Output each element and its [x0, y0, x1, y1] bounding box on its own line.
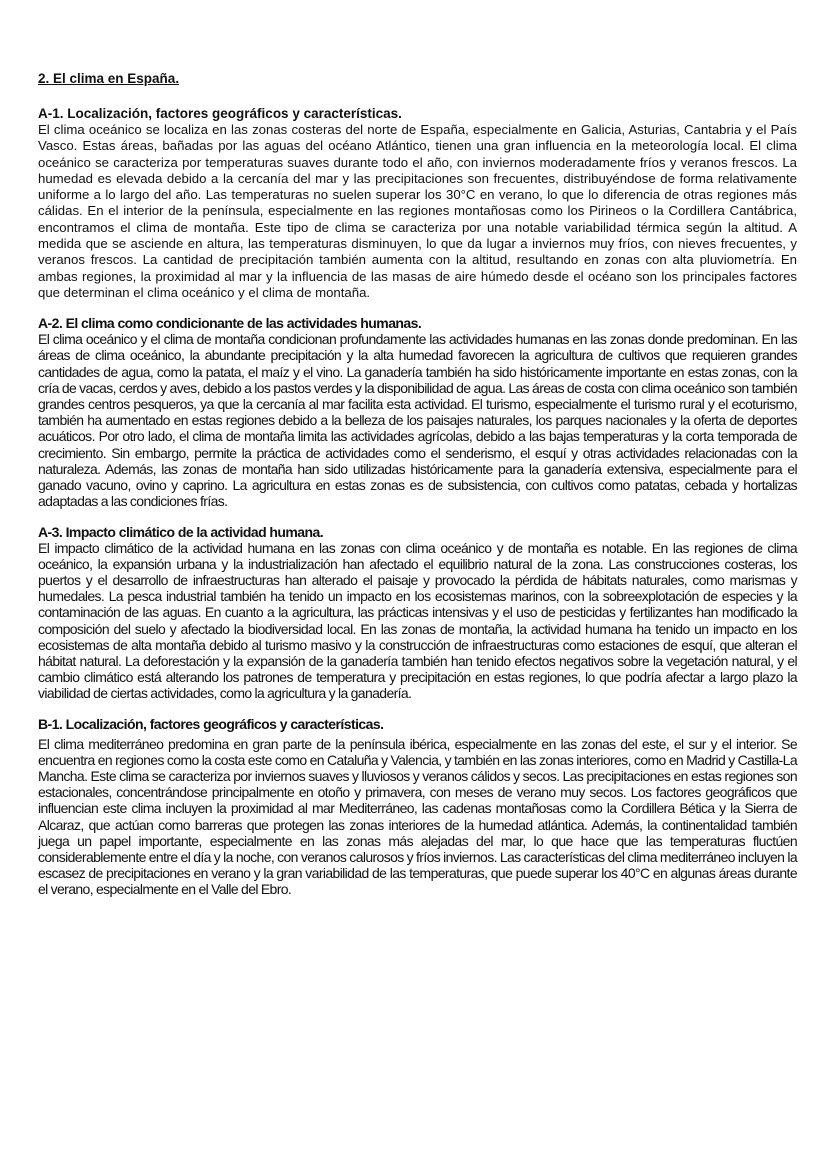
section-body: El clima mediterráneo predomina en gran parte de la península ibérica, especialmente en las zonas del este, el sur y el interior. Se encuentra en regiones como la costa este como en Cataluña y Valencia, y también en las zonas interiores, como en Madrid y Castilla-La Mancha. Este clima se caracteriza por inviernos suaves y lluviosos y veranos cálidos y secos. Las precipitaciones en estas regiones son estacionales, concentrándose principalmente en otoño y primavera, con meses de verano muy secos. Los factores geográficos que influencian este clima incluyen la proximidad al mar Mediterráneo, las cadenas montañosas como la Cordillera Bética y la Sierra de Alcaraz, que actúan como barreras que protegen las zonas interiores de la humedad atlántica. Además, la continentalidad también juega un papel importante, especialmente en las zonas más alejadas del mar, lo que hace que las temperaturas fluctúen considerablemente entre el día y la noche, con veranos calurosos y fríos inviernos. Las características del clima mediterráneo incluyen la escasez de precipitaciones en verano y la gran variabilidad de las temperaturas, que puede superar los 40°C en algunas áreas durante el verano, especialmente en el Valle del Ebro.: [38, 735, 797, 898]
document-page: [38, 71, 797, 912]
section-heading: A-1. Localización, factores geográficos y características.: [38, 106, 402, 121]
section-heading: B-1. Localización, factores geográficos y características.: [38, 715, 384, 732]
section-heading: A-3. Impacto climático de la actividad humana.: [38, 523, 324, 540]
section-a3: [38, 524, 797, 702]
section-a1: [38, 106, 797, 301]
section-a2: [38, 315, 797, 509]
section-b1: [38, 716, 797, 898]
section-heading: A-2. El clima como condicionante de las actividades humanas.: [38, 315, 422, 332]
document-title: 2. El clima en España.: [38, 71, 180, 86]
section-body: El impacto climático de la actividad humana en las zonas con clima oceánico y de montaña es notable. En las regiones de clima oceánico, la expansión urbana y la industrialización han afectado el equilibrio natural de la zona. Las construcciones costeras, los puertos y el desarrollo de infraestructuras han alterado el paisaje y provocado la pérdida de hábitats naturales, como marismas y humedales. La pesca industrial también ha tenido un impacto en los ecosistemas marinos, con la sobreexplotación de especies y la contaminación de las aguas. En cuanto a la agricultura, las prácticas intensivas y el uso de pesticidas y fertilizantes han modificado la composición del suelo y afectado la biodiversidad local. En las zonas de montaña, la actividad humana ha tenido un impacto en los ecosistemas de alta montaña debido al turismo masivo y la construcción de infraestructuras como estaciones de esquí, que alteran el hábitat natural. La deforestación y la expansión de la ganadería también han tenido efectos negativos sobre la vegetación natural, y el cambio climático está alterando los patrones de temperatura y precipitación en estas regiones, lo que podría afectar a largo plazo la viabilidad de ciertas actividades, como la agricultura y la ganadería.: [38, 539, 797, 702]
section-body: El clima oceánico se localiza en las zonas costeras del norte de España, especialmente en Galicia, Asturias, Cantabria y el País Vasco. Estas áreas, bañadas por las aguas del océano Atlántico, tienen una gran influencia en la meteorología local. El clima oceánico se caracteriza por temperaturas suaves durante todo el año, con inviernos moderadamente fríos y veranos frescos. La humedad es elevada debido a la cercanía del mar y las precipitaciones son frecuentes, distribuyéndose de forma relativamente uniforme a lo largo del año. Las temperaturas no suelen superar los 30°C en verano, lo que lo diferencia de otras regiones más cálidas. En el interior de la península, especialmente en las regiones montañosas como los Pirineos o la Cordillera Cantábrica, encontramos el clima de montaña. Este tipo de clima se caracteriza por una notable variabilidad térmica según la altitud. A medida que se asciende en altura, las temperaturas disminuyen, lo que da lugar a inviernos muy fríos, con nieves frecuentes, y veranos frescos. La cantidad de precipitación también aumenta con la altitud, resultando en zonas con alta pluviometría. En ambas regiones, la proximidad al mar y la influencia de las masas de aire húmedo desde el océano son los principales factores que determinan el clima oceánico y el clima de montaña.: [38, 122, 797, 300]
section-body: El clima oceánico y el clima de montaña condicionan profundamente las actividades humanas en las zonas donde predominan. En las áreas de clima oceánico, la abundante precipitación y la alta humedad favorecen la agricultura de cultivos que requieren grandes cantidades de agua, como la patata, el maíz y el vino. La ganadería también ha sido históricamente importante en estas zonas, con la cría de vacas, cerdos y aves, debido a los pastos verdes y la disponibilidad de agua. Las áreas de costa con clima oceánico son también grandes centros pesqueros, ya que la cercanía al mar facilita esta actividad. El turismo, especialmente el turismo rural y el ecoturismo, también ha aumentado en estas regiones debido a la belleza de los paisajes naturales, los parques nacionales y la oferta de deportes acuáticos. Por otro lado, el clima de montaña limita las actividades agrícolas, debido a las bajas temperaturas y la corta temporada de crecimiento. Sin embargo, permite la práctica de actividades como el senderismo, el esquí y otras actividades relacionadas con la naturaleza. Además, las zonas de montaña han sido utilizadas históricamente para la ganadería extensiva, especialmente para el ganado vacuno, ovino y caprino. La agricultura en estas zonas es de subsistencia, con cultivos como patatas, cebada y hortalizas adaptadas a las condiciones frías.: [38, 331, 797, 510]
